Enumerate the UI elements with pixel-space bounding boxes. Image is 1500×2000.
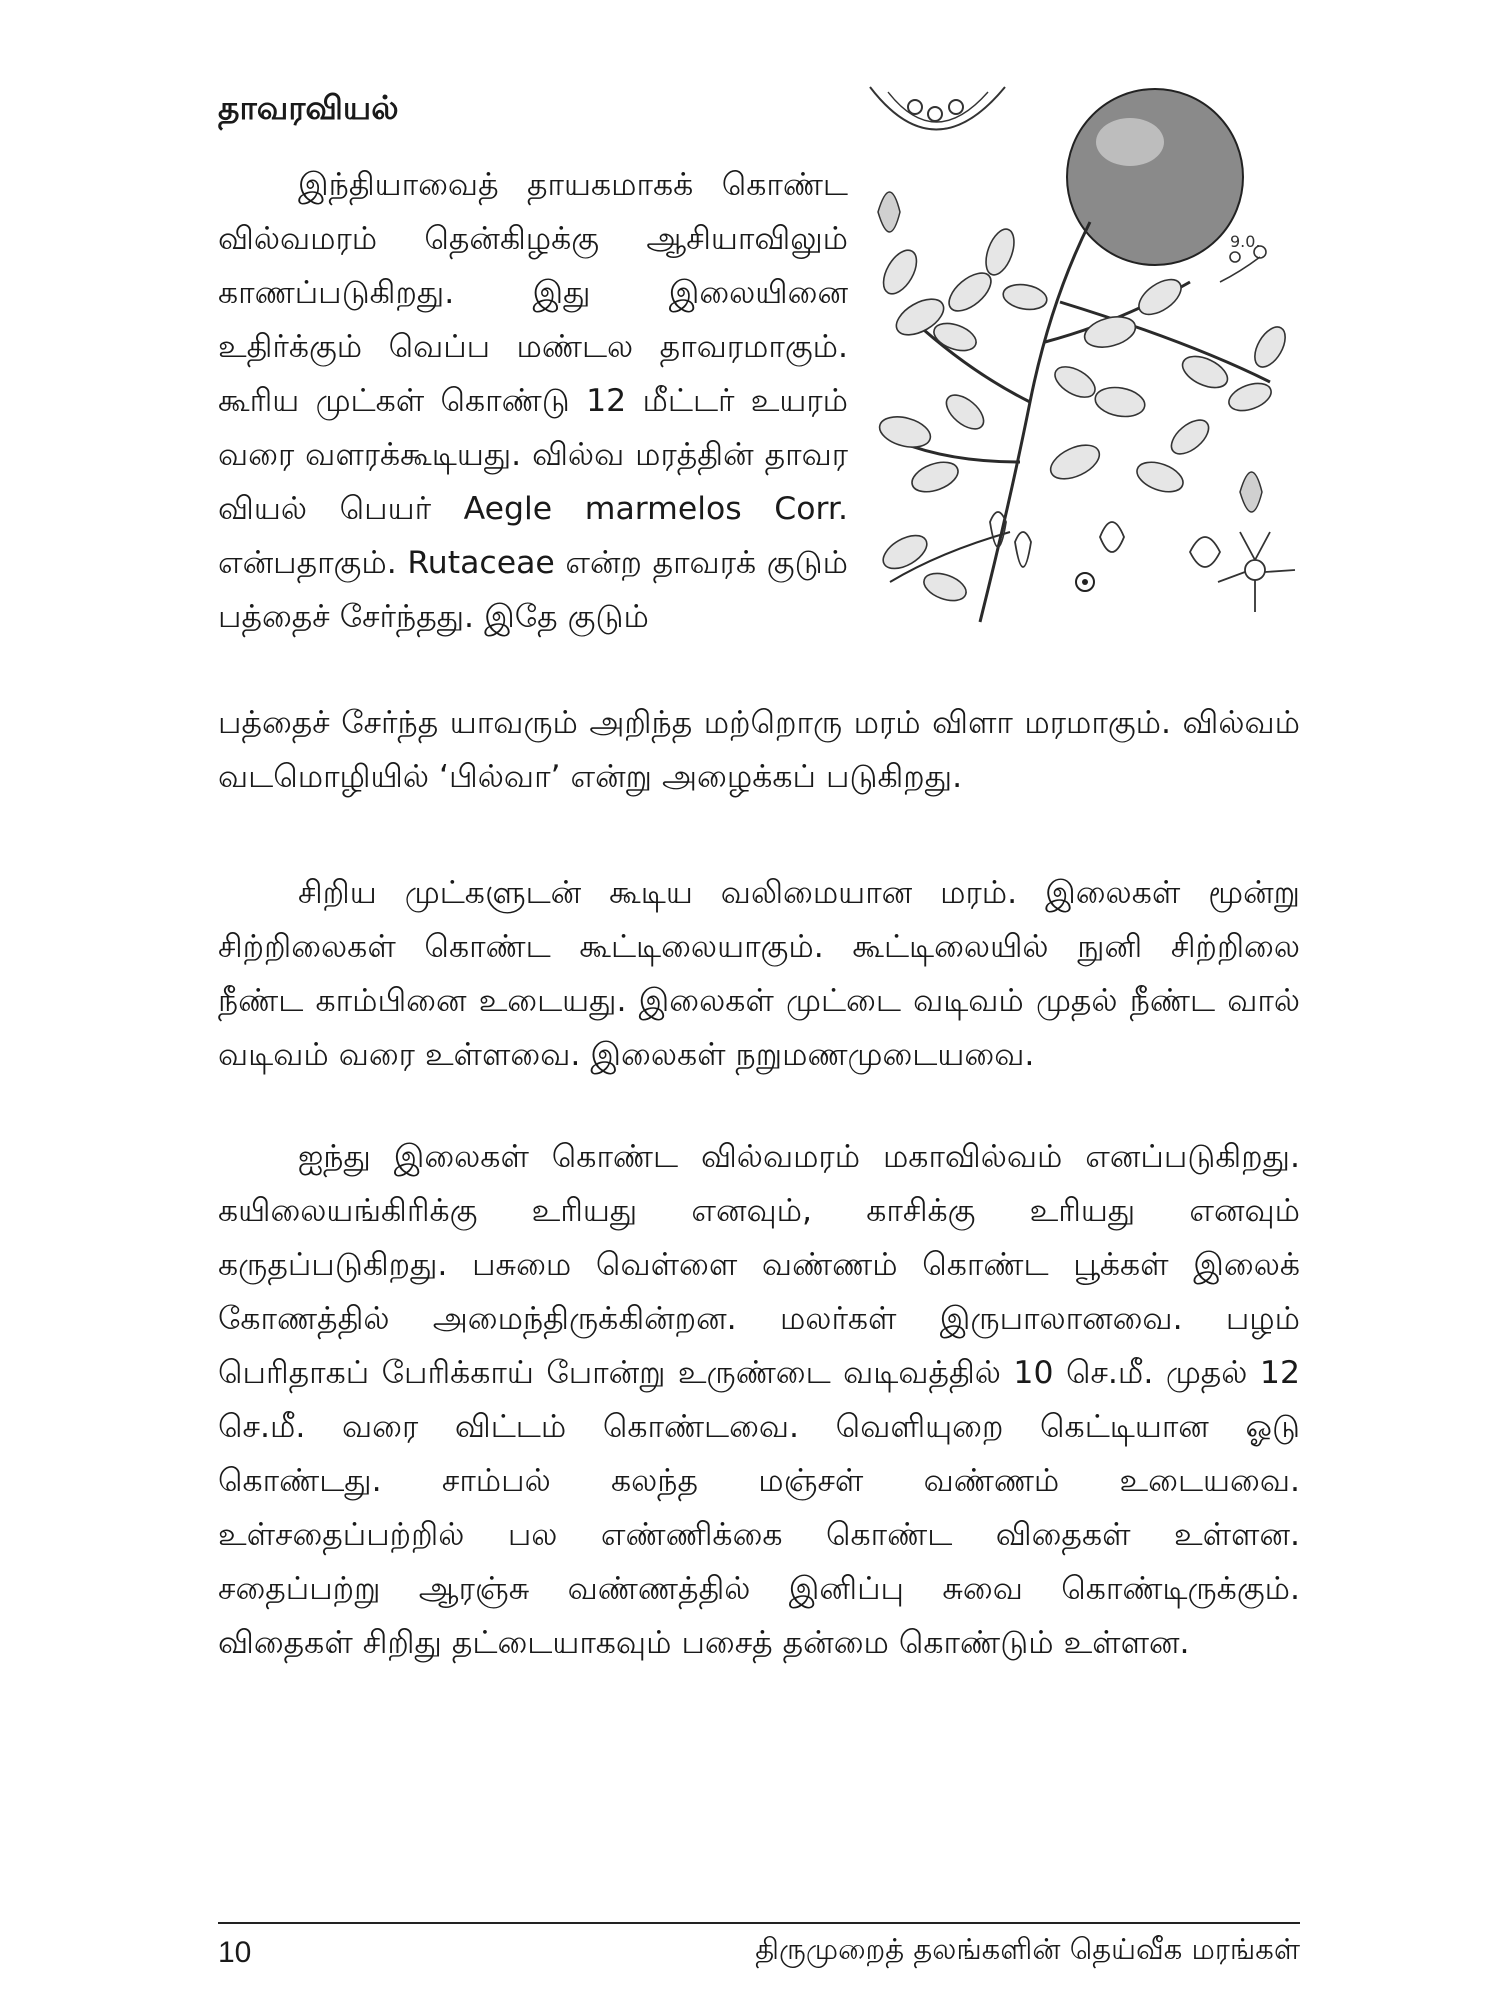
- running-book-title: திருமுறைத் தலங்களின் தெய்வீக மரங்கள்: [755, 1932, 1300, 1966]
- whole-fruit-sketch: [1067, 89, 1243, 265]
- paragraph-3: ஐந்து இலைகள் கொண்ட வில்வமரம் மகாவில்வம் எனப்படுகிறது. கயிலையங்கிரிக்கு உரியது எனவும், காசிக்கு உரியது எனவும் கருதப்படுகிறது. பசுமை வெள்ளை வண்ணம் கொண்ட பூக்கள் இலைக் கோணத்தில் அமைந்திருக்கின்றன. மலர்கள் இருபாலானவை. பழம் பெரிதாகப் பேரிக்காய் போன்று உருண்டை வடிவத்தில் 10 செ.மீ. முதல் 12 செ.மீ. வரை விட்டம் கொண்டவை. வெளியுறை கெட்டியான ஓடு கொண்டது. சாம்பல் கலந்த மஞ்சள் வண்ணம் உடையவை. உள்சதைப்பற்றில் பல எண்ணிக்கை கொண்ட விதைகள் உள்ளன. சதைப்பற்று ஆரஞ்சு வண்ணத்தில் இனிப்பு சுவை கொண்டிருக்கும். விதைகள் சிறிது தட்டையாகவும் பசைத் தன்மை கொண்டும் உள்ளன.: [218, 1139, 1300, 1661]
- leaf-sketches: [876, 225, 1291, 605]
- footer-divider: [218, 1922, 1300, 1924]
- branch-sketch: [980, 222, 1090, 622]
- paragraph-1-side: இந்தியாவைத் தாயகமாகக் கொண்ட வில்வமரம் தென்கிழக்கு ஆசியாவிலும் காணப்படுகிறது. இது இலையினை உதிர்க்கும் வெப்ப மண்டல தாவரமாகும். கூரிய முட்கள் கொண்டு 12 மீட்டர் உயரம் வரை வளரக்கூடியது. வில்வ மரத்தின் தாவர வியல் பெயர் Aegle marmelos Corr. என்பதாகும். Rutaceae என்ற தாவரக் குடும் பத்தைச் சேர்ந்தது. இதே குடும்: [218, 167, 848, 635]
- bael-plant-illustration: [860, 82, 1305, 647]
- section-heading: தாவரவியல்: [218, 88, 399, 127]
- flower-sketches: [990, 512, 1295, 612]
- figure-marks: 9.0.: [1230, 232, 1261, 251]
- paragraph-1-continued: பத்தைச் சேர்ந்த யாவரும் அறிந்த மற்றொரு மரம் விளா மரமாகும். வில்வம் வடமொழியில் ‘பில்வா’ என்று அழைக்கப் படுகிறது.: [218, 705, 1300, 795]
- page-number: 10: [218, 1936, 252, 1969]
- paragraph-2: சிறிய முட்களுடன் கூடிய வலிமையான மரம். இலைகள் மூன்று சிற்றிலைகள் கொண்ட கூட்டிலையாகும். கூட்டிலையில் நுனி சிற்றிலை நீண்ட காம்பினை உடையது. இலைகள் முட்டை வடிவம் முதல் நீண்ட வால் வடிவம் வரை உள்ளவை. இலைகள் நறுமணமுடையவை.: [218, 875, 1300, 1073]
